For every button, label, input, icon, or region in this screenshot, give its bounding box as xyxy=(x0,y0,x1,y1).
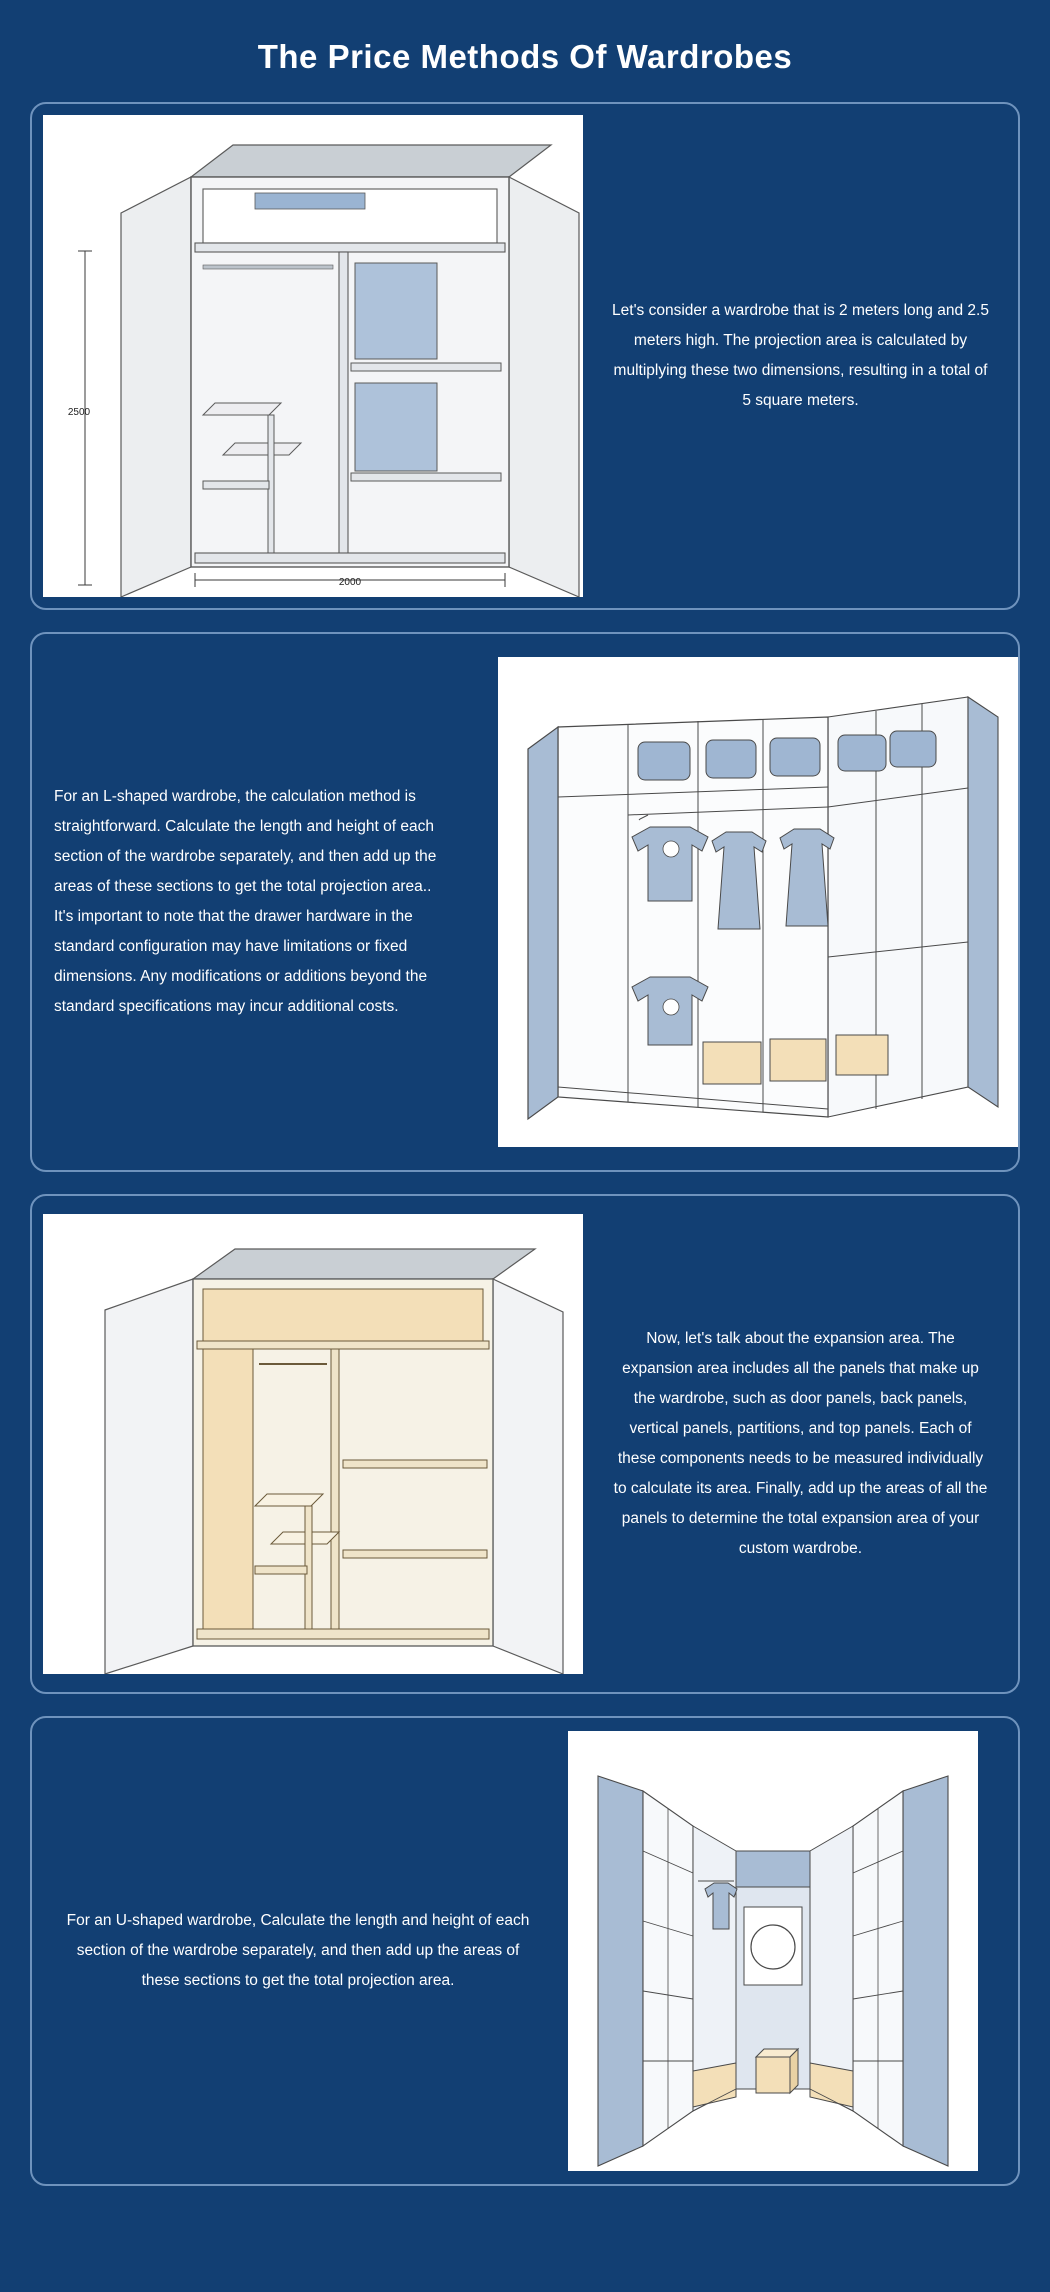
section-3-text-box xyxy=(583,1324,1018,1564)
section-2-paragraph-1: For an L-shaped wardrobe, the calculation method is straightforward. Calculate the length and height of each section of the wardrobe separately, and then add up the areas of these sections to get the total projection area.. xyxy=(54,788,437,895)
section-2-text-box xyxy=(32,782,488,1022)
section-u-shaped-wardrobe xyxy=(30,1716,1020,2186)
section-4-text-box xyxy=(32,1906,558,1996)
section-2-paragraph-2: It's important to note that the drawer hardware in the standard configuration may have limitations or fixed dimensions. Any modifications or additions beyond the standard specifications may incur additional costs. xyxy=(54,908,428,1015)
section-4-paragraph: For an U-shaped wardrobe, Calculate the length and height of each section of the wardrobe separately, and then add up the areas of these sections to get the total projection area. xyxy=(66,1912,530,1989)
l-shaped-wardrobe-illustration xyxy=(498,657,1018,1147)
svg-text:2000: 2000 xyxy=(338,577,362,588)
u-shaped-wardrobe-illustration xyxy=(568,1731,978,2171)
section-projection-area xyxy=(30,102,1020,610)
section-1-paragraph: Let's consider a wardrobe that is 2 meters long and 2.5 meters high. The projection area is calculated by multiplying these two dimensions, resulting in a total of 5 square meters. xyxy=(612,302,989,409)
section-3-paragraph: Now, let's talk about the expansion area. The expansion area includes all the panels that make up the wardrobe, such as door panels, back panels, vertical panels, partitions, and top panels. Each of these components needs to be measured individually to calculate its area. Finally, add up the areas of all the panels to determine the total expansion area of your custom wardrobe. xyxy=(613,1330,988,1557)
wardrobe-panels-expansion-diagram xyxy=(43,1214,583,1674)
page-title: The Price Methods Of Wardrobes xyxy=(257,38,793,75)
svg-text:2500: 2500 xyxy=(67,407,91,418)
section-expansion-area xyxy=(30,1194,1020,1694)
wardrobe-front-dimensions-diagram xyxy=(43,115,583,597)
section-1-text-box xyxy=(583,296,1018,416)
section-l-shaped-wardrobe xyxy=(30,632,1020,1172)
